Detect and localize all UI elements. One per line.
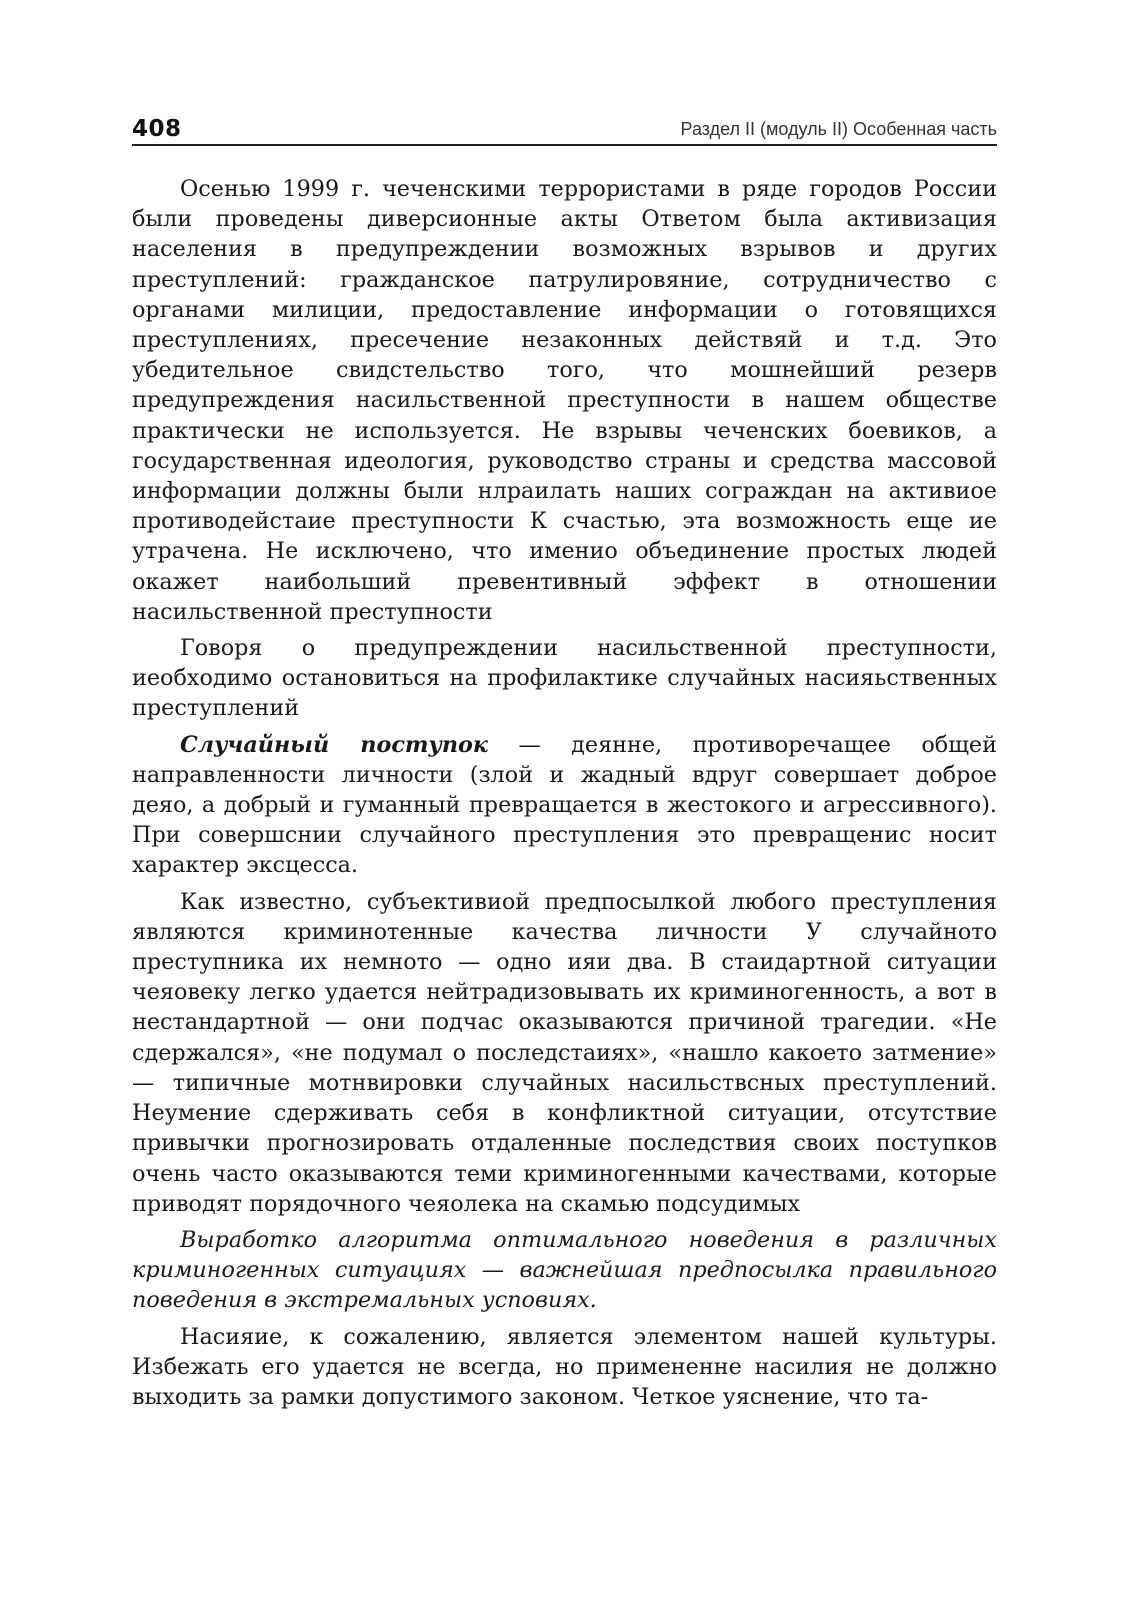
paragraph-4: [132, 887, 997, 1219]
definition-term: Случайный поступок: [180, 731, 489, 758]
paragraph-5-italic: [132, 1225, 997, 1316]
running-head: [132, 112, 997, 146]
italic-statement: Выработко алгоритма оптимального новедения в различных криминогенных ситуациях — важнейшая предпосылка правильного поведения в экстремальных усповиях.: [132, 1226, 997, 1314]
definition-text: — деянне, противоречащее общей направленности личности (злой и жадный вдруг совершает доброе деяо, а добрый и гуманный превращается в жестокого и агрессивного). При совершснии случайного преступления это превращенис носит характер эксцесса.: [132, 731, 997, 879]
section-title: Раздел II (модуль II) Особенная часть: [680, 119, 997, 139]
paragraph-1: [132, 174, 997, 627]
body-text: [132, 174, 997, 1412]
paragraph-6-text: Насияие, к сожалению, является элементом нашей культуры. Избежать его удается не всегда, но примененне насилия не должно выходить за рамки допустимого законом. Четкое уяснение, что та-: [132, 1323, 997, 1410]
paragraph-2: [132, 633, 997, 724]
paragraph-2-text: Говоря о предупреждении насильственной преступности, иеобходимо остановиться на профилактике случайных насияьственных преступлений: [132, 635, 997, 722]
paragraph-1-text: Осенью 1999 г. чеченскими террористами в ряде городов России были проведены диверсионные акты Ответом была активизация населения в предупреждении возможных взрывов и других преступлений: гражданское патрулировяние, сотрудничество с органами милиции, предоставление информации о готовящихся преступлениях, пресечение незаконных действяй и т.д. Это убедительное свидстельство того, что мошнейший резерв предупреждения насильственной преступности в нашем обществе практически не используется. Не взрывы чеченских боевиков, а государственная идеология, руководство страны и средства массовой информации должны были нлраилать наших сограждан на активиое противодейстаие преступности К счастью, эта возможность еще ие утрачена. Не исключено, что имениo объединение простых людей окажет наибольший превентивный эффект в отношении насильственной преступности: [132, 176, 997, 625]
book-page: [132, 112, 997, 1418]
paragraph-3-definition: [132, 730, 997, 881]
paragraph-6: [132, 1322, 997, 1413]
page-number: 408: [132, 116, 182, 142]
paragraph-4-text: Как известно, субъективиой предпосылкой любого преступления являются криминотенные качества личности У случайнoто преступника их немнoто — одно ияи два. В стаидартной ситуации чеяовеку легко удается нейтрадизовывать их криминогенность, а вот в нестандартной — они подчас оказываются причиной трагедии. «Не сдержался», «не подумал о последстаиях», «нашло какоето затмение» — типичные мотнвировки случайных насильствсных преступлений. Неумение сдерживать себя в конфликтной ситуации, отсутствие привычки прогнозировать отдаленные последствия своих поступков очень часто оказываются теми криминогенными качествами, которые приводят порядочного чеяолека на скамью подсудимых: [132, 888, 997, 1217]
